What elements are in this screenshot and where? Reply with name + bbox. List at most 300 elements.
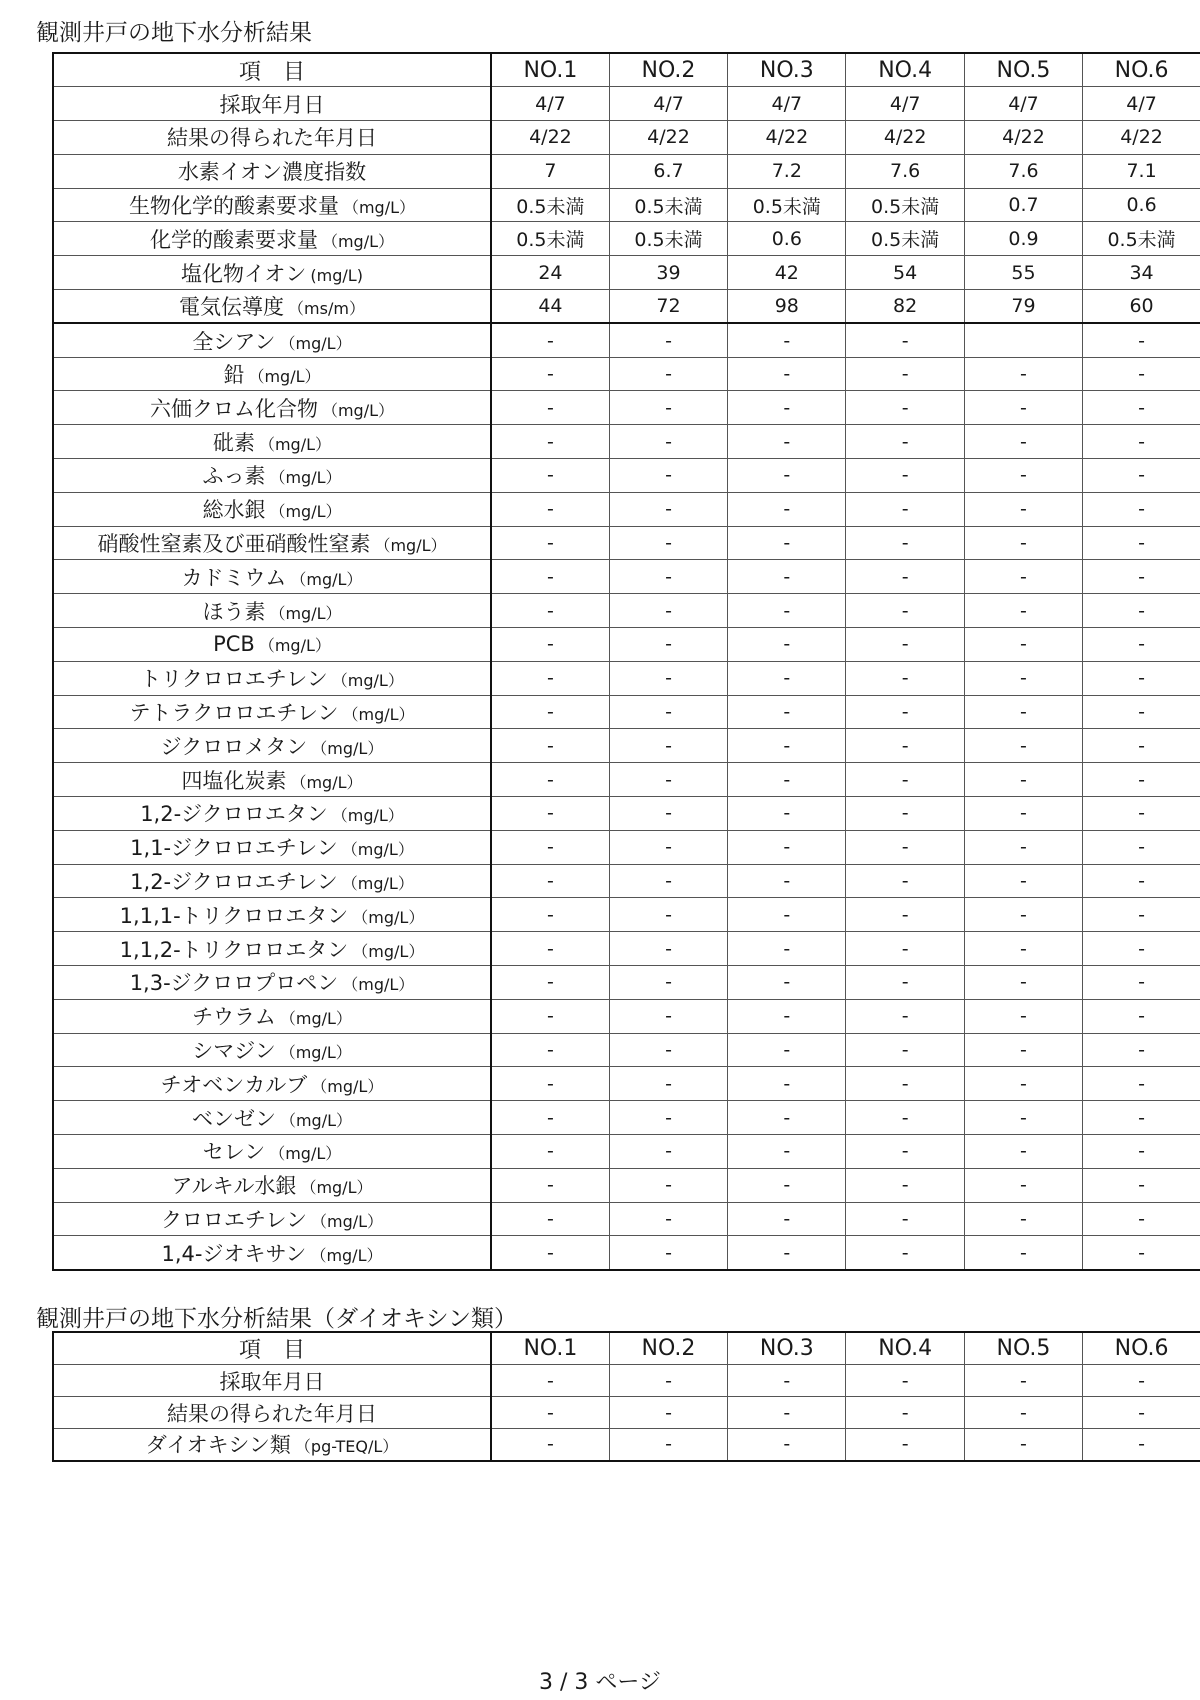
item-name: 鉛 (223, 363, 245, 388)
row-label (53, 1067, 491, 1101)
header-row (53, 53, 1200, 87)
item-unit: （mg/L） (279, 333, 352, 353)
value-cell: - (728, 492, 846, 526)
value-cell: 0.5未満 (609, 188, 727, 222)
value-cell: - (491, 1033, 609, 1067)
value-cell: 4/22 (491, 121, 609, 155)
value-cell: 55 (964, 256, 1082, 290)
value-cell: - (609, 1067, 727, 1101)
table-row (53, 323, 1200, 357)
value-cell: - (846, 999, 964, 1033)
item-name: 塩化物イオン (181, 261, 307, 286)
value-cell: - (491, 1101, 609, 1135)
value-cell: - (1083, 797, 1200, 831)
row-label (53, 222, 491, 256)
row-label (53, 932, 491, 966)
value-cell: - (964, 425, 1082, 459)
value-cell: - (964, 1397, 1082, 1429)
value-cell: 4/7 (1083, 87, 1200, 121)
value-cell: - (728, 999, 846, 1033)
table-row (53, 763, 1200, 797)
column-header: NO.3 (728, 53, 846, 87)
value-cell: - (846, 594, 964, 628)
value-cell: - (964, 966, 1082, 1000)
table-row (53, 256, 1200, 290)
table-row (53, 628, 1200, 662)
value-cell: - (1083, 357, 1200, 391)
value-cell: - (609, 1236, 727, 1270)
table-row (53, 695, 1200, 729)
table-row (53, 999, 1200, 1033)
value-cell: - (491, 1365, 609, 1397)
value-cell: - (491, 425, 609, 459)
value-cell: - (846, 492, 964, 526)
value-cell: - (1083, 1101, 1200, 1135)
value-cell: - (609, 695, 727, 729)
value-cell: 82 (846, 290, 964, 324)
value-cell: - (1083, 729, 1200, 763)
item-unit: （mg/L） (279, 1110, 353, 1130)
item-unit: （mg/L） (352, 907, 425, 927)
value-cell: - (846, 932, 964, 966)
value-cell: - (964, 459, 1082, 493)
row-label (53, 1236, 491, 1270)
row-label (53, 290, 491, 324)
item-name: 全シアン (192, 329, 276, 354)
value-cell: - (1083, 526, 1200, 560)
table-row (53, 560, 1200, 594)
value-cell: - (846, 966, 964, 1000)
value-cell: - (846, 1033, 964, 1067)
table-row (53, 1135, 1200, 1169)
value-cell: - (491, 932, 609, 966)
value-cell: - (964, 898, 1082, 932)
row-label (53, 763, 491, 797)
item-name: ベンゼン (191, 1106, 276, 1131)
value-cell: - (491, 729, 609, 763)
value-cell (964, 323, 1082, 357)
table-row (53, 526, 1200, 560)
item-name: 電気伝導度 (179, 295, 285, 320)
table-row (53, 661, 1200, 695)
value-cell: - (1083, 1168, 1200, 1202)
value-cell: - (1083, 1067, 1200, 1101)
value-cell: - (728, 932, 846, 966)
value-cell: 7.1 (1083, 154, 1200, 188)
value-cell: - (609, 661, 727, 695)
value-cell: - (728, 830, 846, 864)
value-cell: - (1083, 830, 1200, 864)
value-cell: - (728, 594, 846, 628)
table-row (53, 1033, 1200, 1067)
value-cell: - (728, 729, 846, 763)
item-name: チオベンカルブ (160, 1072, 308, 1097)
value-cell: - (491, 797, 609, 831)
row-label (53, 661, 491, 695)
value-cell: - (728, 763, 846, 797)
value-cell: - (728, 1168, 846, 1202)
item-unit: （mg/L） (269, 1144, 342, 1164)
row-label (53, 1202, 491, 1236)
value-cell: - (609, 1168, 727, 1202)
value-cell: 4/7 (491, 87, 609, 121)
item-unit: （mg/L） (258, 636, 331, 656)
item-name: 結果の得られた年月日 (167, 1401, 377, 1426)
value-cell: - (964, 1033, 1082, 1067)
item-unit: （mg/L） (279, 1043, 352, 1062)
value-cell: - (964, 357, 1082, 391)
item-unit: （mg/L） (248, 367, 321, 387)
value-cell: - (728, 864, 846, 898)
value-cell: - (609, 729, 727, 763)
item-unit: （mg/L） (331, 671, 404, 691)
row-label (53, 154, 491, 188)
row-label (53, 864, 491, 898)
value-cell: - (964, 1135, 1082, 1169)
value-cell: - (846, 1236, 964, 1270)
item-unit: （pg-TEQ/L） (294, 1437, 399, 1457)
table-row (53, 594, 1200, 628)
table-row (53, 1429, 1200, 1461)
value-cell: - (728, 357, 846, 391)
value-cell: - (609, 425, 727, 459)
value-cell: - (1083, 695, 1200, 729)
item-name: ダイオキシン類 (145, 1433, 291, 1458)
table-row (53, 1067, 1200, 1101)
value-cell: - (609, 1202, 727, 1236)
value-cell: - (846, 560, 964, 594)
table1-title: 観測井戸の地下水分析結果 (36, 20, 312, 46)
value-cell: - (491, 1397, 609, 1429)
row-label (53, 121, 491, 155)
value-cell: 4/7 (728, 87, 846, 121)
value-cell: - (728, 1236, 846, 1270)
value-cell: - (964, 1101, 1082, 1135)
value-cell: - (846, 661, 964, 695)
value-cell: - (964, 1168, 1082, 1202)
value-cell: 0.7 (964, 188, 1082, 222)
item-unit: （mg/L） (311, 738, 384, 758)
item-name: 採取年月日 (219, 92, 325, 117)
value-cell: - (609, 1101, 727, 1135)
header-label: 項 目 (53, 1332, 491, 1365)
table-row (53, 425, 1200, 459)
item-name: 水素イオン濃度指数 (177, 160, 367, 185)
item-unit: （mg/L） (258, 434, 332, 454)
analysis-table (52, 52, 1200, 1271)
table-row (53, 87, 1200, 121)
row-label (53, 459, 491, 493)
value-cell: - (1083, 1135, 1200, 1169)
value-cell: - (728, 391, 846, 425)
value-cell: - (964, 594, 1082, 628)
value-cell: - (728, 1135, 846, 1169)
item-name: セレン (202, 1140, 266, 1165)
row-label (53, 1168, 491, 1202)
item-unit: （mg/L） (342, 705, 415, 725)
value-cell: 4/7 (609, 87, 727, 121)
value-cell: 98 (728, 290, 846, 324)
value-cell: - (1083, 999, 1200, 1033)
column-header: NO.1 (491, 53, 609, 87)
value-cell: - (1083, 492, 1200, 526)
row-label (53, 695, 491, 729)
item-name: 砒素 (212, 430, 255, 455)
value-cell: - (964, 628, 1082, 662)
value-cell: - (609, 459, 727, 493)
value-cell: 54 (846, 256, 964, 290)
value-cell: - (1083, 323, 1200, 357)
table-row (53, 357, 1200, 391)
value-cell: 0.6 (728, 222, 846, 256)
value-cell: - (609, 1397, 727, 1429)
value-cell: - (846, 763, 964, 797)
value-cell: 4/22 (1083, 121, 1200, 155)
value-cell: - (491, 1202, 609, 1236)
value-cell: - (728, 1101, 846, 1135)
value-cell: - (1083, 1033, 1200, 1067)
item-name: 六価クロム化合物 (149, 396, 318, 421)
value-cell: - (964, 391, 1082, 425)
row-label (53, 999, 491, 1033)
table-row (53, 1365, 1200, 1397)
item-unit: （mg/L） (290, 569, 363, 589)
value-cell: - (846, 1397, 964, 1429)
value-cell: - (728, 323, 846, 357)
value-cell: 4/7 (964, 87, 1082, 121)
value-cell: - (491, 695, 609, 729)
value-cell: - (846, 898, 964, 932)
value-cell: 7.2 (728, 154, 846, 188)
row-label (53, 1135, 491, 1169)
value-cell: - (491, 661, 609, 695)
item-unit: （mg/L） (300, 1178, 373, 1198)
item-unit: （mg/L） (342, 198, 416, 218)
value-cell: - (491, 763, 609, 797)
item-name: 四塩化炭素 (181, 768, 287, 793)
item-unit: （mg/L） (290, 772, 363, 792)
table-row (53, 932, 1200, 966)
item-name: 1,2-ジクロロエチレン (130, 870, 338, 895)
value-cell: 0.5未満 (846, 188, 964, 222)
value-cell: - (491, 1135, 609, 1169)
table-row (53, 898, 1200, 932)
value-cell: - (846, 1365, 964, 1397)
item-name: テトラクロロエチレン (129, 701, 339, 726)
value-cell: - (609, 594, 727, 628)
column-header: NO.1 (491, 1332, 609, 1365)
item-unit: （ms/m） (288, 299, 365, 319)
value-cell: - (1083, 628, 1200, 662)
value-cell: - (609, 830, 727, 864)
value-cell: - (1083, 763, 1200, 797)
value-cell: - (491, 323, 609, 357)
table2-title: 観測井戸の地下水分析結果（ダイオキシン類） (36, 1306, 518, 1332)
table-row (53, 222, 1200, 256)
value-cell: - (964, 1202, 1082, 1236)
value-cell: - (846, 1101, 964, 1135)
row-label (53, 256, 491, 290)
value-cell: - (609, 999, 727, 1033)
row-label (53, 729, 491, 763)
item-name: 採取年月日 (219, 1369, 325, 1394)
value-cell: - (491, 594, 609, 628)
value-cell: - (964, 763, 1082, 797)
column-header: NO.2 (609, 53, 727, 87)
item-unit: （mg/L） (311, 1076, 384, 1096)
value-cell: - (964, 1236, 1082, 1270)
value-cell: - (609, 966, 727, 1000)
value-cell: - (491, 628, 609, 662)
value-cell: - (846, 628, 964, 662)
item-name: 化学的酸素要求量 (149, 227, 318, 252)
row-label (53, 797, 491, 831)
table-row (53, 966, 1200, 1000)
value-cell: - (491, 898, 609, 932)
value-cell: 0.9 (964, 222, 1082, 256)
value-cell: - (964, 1067, 1082, 1101)
row-label (53, 357, 491, 391)
item-unit: （mg/L） (310, 1245, 383, 1265)
value-cell: - (609, 864, 727, 898)
item-name: 1,4-ジオキサン (161, 1241, 307, 1266)
value-cell: - (728, 628, 846, 662)
row-label (53, 492, 491, 526)
value-cell: - (846, 391, 964, 425)
value-cell: - (1083, 1397, 1200, 1429)
row-label (53, 830, 491, 864)
value-cell: - (728, 425, 846, 459)
value-cell: - (1083, 594, 1200, 628)
row-label (53, 1397, 491, 1429)
value-cell: - (964, 560, 1082, 594)
row-label (53, 391, 491, 425)
value-cell: - (491, 1168, 609, 1202)
item-unit: (mg/L) (310, 265, 363, 285)
value-cell: - (491, 999, 609, 1033)
value-cell: - (728, 661, 846, 695)
row-label (53, 323, 491, 357)
row-label (53, 87, 491, 121)
value-cell: 4/22 (728, 121, 846, 155)
row-label (53, 1365, 491, 1397)
value-cell: - (609, 560, 727, 594)
item-name: トリクロロエチレン (140, 667, 328, 692)
value-cell: - (609, 1033, 727, 1067)
value-cell: - (609, 1135, 727, 1169)
value-cell: - (728, 966, 846, 1000)
item-name: シマジン (192, 1039, 276, 1063)
item-name: ほう素 (202, 599, 266, 624)
row-label (53, 188, 491, 222)
value-cell: - (846, 729, 964, 763)
value-cell: - (964, 729, 1082, 763)
row-label (53, 1101, 491, 1135)
value-cell: - (728, 1365, 846, 1397)
value-cell: - (491, 1067, 609, 1101)
value-cell: 0.6 (1083, 188, 1200, 222)
value-cell: - (964, 1365, 1082, 1397)
value-cell: - (609, 797, 727, 831)
value-cell: - (1083, 966, 1200, 1000)
value-cell: 39 (609, 256, 727, 290)
table-row (53, 729, 1200, 763)
row-label (53, 425, 491, 459)
table-row (53, 121, 1200, 155)
value-cell: 7.6 (964, 154, 1082, 188)
column-header: NO.4 (846, 53, 964, 87)
header-label: 項 目 (53, 53, 491, 87)
value-cell: - (846, 830, 964, 864)
value-cell: - (728, 695, 846, 729)
value-cell: - (846, 1067, 964, 1101)
value-cell: - (609, 1429, 727, 1461)
table-row (53, 1397, 1200, 1429)
value-cell: - (964, 830, 1082, 864)
header-row (53, 1332, 1200, 1365)
table-row (53, 154, 1200, 188)
item-unit: （mg/L） (311, 1211, 384, 1231)
table-row (53, 830, 1200, 864)
value-cell: - (964, 999, 1082, 1033)
row-label (53, 898, 491, 932)
value-cell: 24 (491, 256, 609, 290)
item-name: 硝酸性窒素及び亜硝酸性窒素 (97, 532, 371, 557)
page-number: 3 / 3 ページ (539, 1670, 661, 1695)
item-unit: （mg/L） (341, 874, 414, 894)
item-unit: （mg/L） (321, 231, 395, 251)
row-label (53, 560, 491, 594)
value-cell: - (964, 695, 1082, 729)
item-unit: （mg/L） (269, 468, 342, 488)
value-cell: - (846, 425, 964, 459)
value-cell: - (846, 526, 964, 560)
row-label (53, 628, 491, 662)
value-cell: 44 (491, 290, 609, 324)
column-header: NO.2 (609, 1332, 727, 1365)
item-name: ふっ素 (202, 464, 266, 489)
value-cell: - (846, 695, 964, 729)
value-cell: - (609, 1365, 727, 1397)
table-row (53, 290, 1200, 324)
item-name: 1,3-ジクロロプロペン (129, 971, 339, 996)
table-row (53, 1168, 1200, 1202)
value-cell: - (491, 1429, 609, 1461)
value-cell: 0.5未満 (728, 188, 846, 222)
value-cell: 7 (491, 154, 609, 188)
value-cell: - (728, 1067, 846, 1101)
value-cell: - (609, 391, 727, 425)
value-cell: 34 (1083, 256, 1200, 290)
value-cell: - (609, 898, 727, 932)
value-cell: - (728, 898, 846, 932)
value-cell: 4/7 (846, 87, 964, 121)
value-cell: - (846, 1202, 964, 1236)
value-cell: - (491, 526, 609, 560)
value-cell: - (1083, 864, 1200, 898)
value-cell: - (1083, 932, 1200, 966)
value-cell: 7.6 (846, 154, 964, 188)
item-name: 1,1,2-トリクロロエタン (119, 937, 349, 962)
table-row (53, 1202, 1200, 1236)
item-unit: （mg/L） (342, 975, 415, 995)
value-cell: - (846, 323, 964, 357)
value-cell: - (728, 459, 846, 493)
value-cell: - (728, 1202, 846, 1236)
value-cell: - (728, 1429, 846, 1461)
value-cell: - (609, 526, 727, 560)
value-cell: 72 (609, 290, 727, 324)
